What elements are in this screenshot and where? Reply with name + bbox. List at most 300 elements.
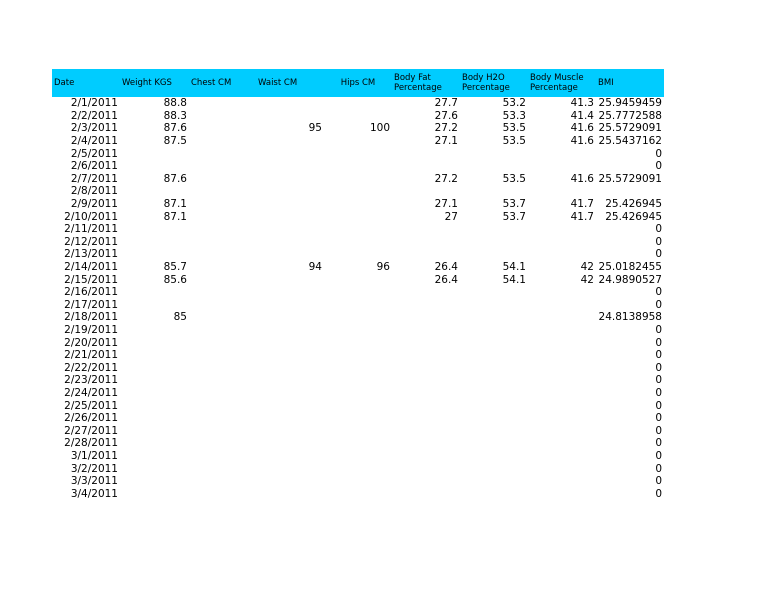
- cell-bmi: 0: [655, 487, 662, 500]
- cell-chest: [189, 311, 256, 324]
- cell-waist: 95: [308, 122, 322, 135]
- cell-bmi: 0: [655, 160, 662, 173]
- cell-bmi: 0: [655, 386, 662, 399]
- cell-body-muscle: 41.3: [570, 97, 594, 110]
- cell-chest: [189, 374, 256, 387]
- cell-chest: [189, 122, 256, 135]
- cell-date: 2/27/2011: [64, 424, 118, 437]
- cell-waist: [256, 223, 324, 236]
- cell-waist: [256, 160, 324, 173]
- cell-bmi: 24.9890527: [598, 273, 662, 286]
- cell-chest: [189, 286, 256, 299]
- cell-date: 2/15/2011: [64, 273, 118, 286]
- table-row: [52, 173, 664, 186]
- cell-weight: [120, 349, 189, 362]
- cell-chest: [189, 299, 256, 312]
- cell-date: 2/5/2011: [70, 147, 118, 160]
- cell-chest: [189, 437, 256, 450]
- cell-hips: [324, 210, 392, 223]
- cell-body-fat: [392, 185, 460, 198]
- cell-body-fat: [392, 399, 460, 412]
- cell-body-h2o: 54.1: [502, 261, 526, 274]
- cell-chest: [189, 185, 256, 198]
- cell-body-muscle: 41.4: [570, 109, 594, 122]
- cell-weight: [120, 185, 189, 198]
- cell-waist: [256, 110, 324, 123]
- cell-bmi: 25.0182455: [598, 261, 662, 274]
- cell-weight: [120, 286, 189, 299]
- cell-body-fat: [392, 286, 460, 299]
- cell-chest: [189, 135, 256, 148]
- cell-bmi: [596, 185, 664, 198]
- cell-weight: 87.5: [163, 135, 187, 148]
- cell-chest: [189, 424, 256, 437]
- cell-chest: [189, 110, 256, 123]
- cell-date: 2/6/2011: [70, 160, 118, 173]
- cell-bmi: 0: [655, 286, 662, 299]
- cell-hips: [324, 173, 392, 186]
- cell-date: 2/1/2011: [70, 97, 118, 110]
- cell-body-h2o: 53.2: [502, 97, 526, 110]
- cell-hips: [324, 286, 392, 299]
- cell-body-h2o: [460, 236, 528, 249]
- table-row: [52, 387, 664, 400]
- header-chest: Chest CM: [189, 69, 256, 97]
- table-row: [52, 374, 664, 387]
- cell-waist: [256, 475, 324, 488]
- cell-body-muscle: 41.6: [570, 135, 594, 148]
- cell-body-h2o: [460, 462, 528, 475]
- table-row: [52, 236, 664, 249]
- cell-body-muscle: [528, 236, 596, 249]
- cell-chest: [189, 97, 256, 110]
- cell-waist: [256, 387, 324, 400]
- cell-chest: [189, 147, 256, 160]
- cell-waist: [256, 97, 324, 110]
- header-body-fat: Body Fat Percentage: [392, 69, 460, 97]
- cell-chest: [189, 387, 256, 400]
- cell-body-fat: [392, 248, 460, 261]
- cell-body-h2o: 54.1: [502, 273, 526, 286]
- table-row: [52, 135, 664, 148]
- cell-waist: [256, 286, 324, 299]
- cell-body-h2o: [460, 424, 528, 437]
- cell-weight: [120, 223, 189, 236]
- table-row: [52, 450, 664, 463]
- cell-body-h2o: 53.3: [502, 109, 526, 122]
- cell-body-fat: [392, 424, 460, 437]
- cell-chest: [189, 324, 256, 337]
- cell-date: 2/24/2011: [64, 386, 118, 399]
- cell-hips: [324, 361, 392, 374]
- cell-hips: [324, 185, 392, 198]
- cell-hips: 100: [369, 122, 390, 135]
- cell-waist: [256, 299, 324, 312]
- table-row: [52, 336, 664, 349]
- cell-hips: [324, 324, 392, 337]
- cell-body-h2o: [460, 361, 528, 374]
- cell-waist: [256, 135, 324, 148]
- cell-bmi: 0: [655, 475, 662, 488]
- table-row: [52, 261, 664, 274]
- table-row: [52, 122, 664, 135]
- cell-chest: [189, 160, 256, 173]
- cell-bmi: 25.9459459: [598, 97, 662, 110]
- cell-hips: [324, 387, 392, 400]
- table-row: [52, 475, 664, 488]
- cell-body-muscle: [528, 286, 596, 299]
- cell-date: 2/11/2011: [64, 223, 118, 236]
- cell-hips: [324, 374, 392, 387]
- cell-waist: [256, 399, 324, 412]
- cell-weight: [120, 374, 189, 387]
- cell-chest: [189, 248, 256, 261]
- cell-body-fat: 27: [444, 210, 458, 223]
- cell-body-fat: 27.1: [434, 198, 458, 211]
- cell-date: 3/2/2011: [70, 462, 118, 475]
- cell-body-muscle: [528, 311, 596, 324]
- cell-weight: [120, 412, 189, 425]
- cell-body-h2o: [460, 412, 528, 425]
- cell-chest: [189, 450, 256, 463]
- cell-hips: [324, 248, 392, 261]
- cell-date: 2/13/2011: [64, 248, 118, 261]
- table-row: [52, 248, 664, 261]
- cell-body-muscle: 41.7: [570, 198, 594, 211]
- cell-body-fat: 26.4: [434, 273, 458, 286]
- cell-date: 3/1/2011: [70, 449, 118, 462]
- cell-bmi: 0: [655, 298, 662, 311]
- cell-body-fat: 27.7: [434, 97, 458, 110]
- cell-waist: [256, 311, 324, 324]
- cell-body-fat: 26.4: [434, 261, 458, 274]
- cell-weight: [120, 299, 189, 312]
- cell-hips: [324, 487, 392, 500]
- cell-hips: [324, 198, 392, 211]
- cell-hips: [324, 223, 392, 236]
- cell-body-h2o: [460, 450, 528, 463]
- cell-waist: [256, 374, 324, 387]
- cell-weight: [120, 336, 189, 349]
- cell-weight: [120, 399, 189, 412]
- cell-body-h2o: [460, 286, 528, 299]
- header-waist: Waist CM: [256, 69, 324, 97]
- cell-chest: [189, 475, 256, 488]
- cell-weight: 87.6: [163, 122, 187, 135]
- cell-hips: [324, 437, 392, 450]
- cell-waist: [256, 412, 324, 425]
- cell-date: 2/14/2011: [64, 261, 118, 274]
- cell-hips: [324, 160, 392, 173]
- cell-date: 2/7/2011: [70, 172, 118, 185]
- cell-body-fat: [392, 475, 460, 488]
- cell-body-muscle: 42: [580, 261, 594, 274]
- cell-body-h2o: [460, 336, 528, 349]
- cell-body-fat: [392, 412, 460, 425]
- cell-waist: 94: [308, 261, 322, 274]
- cell-hips: [324, 135, 392, 148]
- cell-weight: [120, 361, 189, 374]
- cell-waist: [256, 336, 324, 349]
- cell-body-h2o: 53.5: [502, 122, 526, 135]
- table-row: [52, 185, 664, 198]
- cell-body-fat: [392, 462, 460, 475]
- cell-waist: [256, 487, 324, 500]
- cell-hips: [324, 399, 392, 412]
- cell-body-h2o: [460, 324, 528, 337]
- cell-body-fat: 27.6: [434, 109, 458, 122]
- cell-body-fat: [392, 361, 460, 374]
- header-row: [52, 69, 664, 97]
- cell-chest: [189, 210, 256, 223]
- table-row: [52, 273, 664, 286]
- table-row: [52, 223, 664, 236]
- cell-weight: [120, 424, 189, 437]
- cell-body-h2o: [460, 475, 528, 488]
- cell-bmi: 0: [655, 437, 662, 450]
- cell-weight: [120, 462, 189, 475]
- cell-waist: [256, 349, 324, 362]
- cell-bmi: 0: [655, 412, 662, 425]
- cell-weight: [120, 450, 189, 463]
- cell-date: 2/17/2011: [64, 298, 118, 311]
- header-body-muscle: Body Muscle Percentage: [528, 69, 596, 97]
- table-row: [52, 462, 664, 475]
- cell-body-h2o: [460, 299, 528, 312]
- cell-bmi: 0: [655, 374, 662, 387]
- cell-body-muscle: [528, 248, 596, 261]
- cell-chest: [189, 361, 256, 374]
- table-row: [52, 299, 664, 312]
- cell-body-h2o: [460, 387, 528, 400]
- table-row: [52, 437, 664, 450]
- cell-chest: [189, 399, 256, 412]
- cell-bmi: 0: [655, 399, 662, 412]
- cell-body-h2o: 53.7: [502, 210, 526, 223]
- cell-chest: [189, 198, 256, 211]
- cell-date: 2/4/2011: [70, 135, 118, 148]
- cell-hips: [324, 110, 392, 123]
- cell-weight: 87.1: [163, 198, 187, 211]
- cell-waist: [256, 450, 324, 463]
- cell-body-muscle: [528, 349, 596, 362]
- cell-date: 2/9/2011: [70, 198, 118, 211]
- cell-body-fat: [392, 324, 460, 337]
- cell-body-h2o: [460, 248, 528, 261]
- cell-weight: [120, 387, 189, 400]
- table-row: [52, 361, 664, 374]
- cell-waist: [256, 173, 324, 186]
- cell-date: 2/19/2011: [64, 323, 118, 336]
- cell-date: 2/20/2011: [64, 336, 118, 349]
- cell-body-muscle: [528, 324, 596, 337]
- cell-hips: 96: [376, 261, 390, 274]
- cell-body-muscle: 41.7: [570, 210, 594, 223]
- cell-weight: 88.3: [163, 109, 187, 122]
- cell-weight: [120, 147, 189, 160]
- table-row: [52, 210, 664, 223]
- table-row: [52, 147, 664, 160]
- cell-hips: [324, 349, 392, 362]
- cell-body-muscle: [528, 462, 596, 475]
- cell-body-muscle: [528, 223, 596, 236]
- table-row: [52, 349, 664, 362]
- cell-body-muscle: 41.6: [570, 172, 594, 185]
- cell-body-h2o: [460, 223, 528, 236]
- cell-body-h2o: [460, 147, 528, 160]
- cell-hips: [324, 412, 392, 425]
- cell-body-muscle: [528, 450, 596, 463]
- table-row: [52, 412, 664, 425]
- cell-chest: [189, 173, 256, 186]
- cell-weight: 85.7: [163, 261, 187, 274]
- cell-body-h2o: [460, 374, 528, 387]
- cell-date: 2/10/2011: [64, 210, 118, 223]
- cell-weight: [120, 248, 189, 261]
- cell-waist: [256, 324, 324, 337]
- cell-date: 2/23/2011: [64, 374, 118, 387]
- cell-chest: [189, 336, 256, 349]
- cell-body-fat: 27.2: [434, 122, 458, 135]
- cell-body-fat: [392, 450, 460, 463]
- cell-body-muscle: [528, 399, 596, 412]
- cell-waist: [256, 273, 324, 286]
- cell-hips: [324, 336, 392, 349]
- cell-bmi: 0: [655, 235, 662, 248]
- cell-bmi: 0: [655, 223, 662, 236]
- cell-date: 2/2/2011: [70, 109, 118, 122]
- cell-date: 2/8/2011: [70, 185, 118, 198]
- cell-bmi: 0: [655, 462, 662, 475]
- cell-bmi: 25.426945: [605, 198, 662, 211]
- cell-bmi: 0: [655, 424, 662, 437]
- cell-waist: [256, 437, 324, 450]
- cell-chest: [189, 462, 256, 475]
- cell-date: 3/3/2011: [70, 475, 118, 488]
- cell-body-fat: [392, 299, 460, 312]
- cell-body-fat: [392, 160, 460, 173]
- cell-date: 2/12/2011: [64, 235, 118, 248]
- cell-body-h2o: 53.7: [502, 198, 526, 211]
- table-body: [52, 97, 664, 500]
- cell-weight: [120, 324, 189, 337]
- cell-date: 2/22/2011: [64, 361, 118, 374]
- cell-date: 2/16/2011: [64, 286, 118, 299]
- cell-body-muscle: 41.6: [570, 122, 594, 135]
- cell-body-h2o: [460, 311, 528, 324]
- cell-bmi: 0: [655, 336, 662, 349]
- cell-date: 2/18/2011: [64, 311, 118, 324]
- cell-body-muscle: [528, 299, 596, 312]
- cell-body-h2o: [460, 487, 528, 500]
- cell-waist: [256, 462, 324, 475]
- cell-waist: [256, 198, 324, 211]
- cell-bmi: 0: [655, 147, 662, 160]
- cell-date: 2/28/2011: [64, 437, 118, 450]
- header-body-h2o: Body H2O Percentage: [460, 69, 528, 97]
- cell-body-muscle: [528, 160, 596, 173]
- cell-chest: [189, 261, 256, 274]
- cell-weight: 88.8: [163, 97, 187, 110]
- cell-bmi: 25.5729091: [598, 172, 662, 185]
- table-row: [52, 97, 664, 110]
- cell-body-fat: [392, 336, 460, 349]
- cell-body-fat: [392, 223, 460, 236]
- table-row: [52, 311, 664, 324]
- cell-chest: [189, 273, 256, 286]
- cell-hips: [324, 299, 392, 312]
- cell-bmi: 0: [655, 361, 662, 374]
- cell-body-muscle: [528, 336, 596, 349]
- cell-bmi: 0: [655, 449, 662, 462]
- cell-body-muscle: [528, 412, 596, 425]
- cell-date: 3/4/2011: [70, 487, 118, 500]
- table-row: [52, 324, 664, 337]
- cell-weight: [120, 437, 189, 450]
- cell-body-muscle: [528, 147, 596, 160]
- cell-weight: [120, 236, 189, 249]
- table-row: [52, 286, 664, 299]
- cell-body-h2o: [460, 437, 528, 450]
- cell-waist: [256, 185, 324, 198]
- measurements-table: [52, 69, 664, 500]
- cell-weight: [120, 160, 189, 173]
- cell-chest: [189, 236, 256, 249]
- cell-hips: [324, 462, 392, 475]
- table-row: [52, 399, 664, 412]
- cell-body-h2o: [460, 185, 528, 198]
- cell-weight: 85.6: [163, 273, 187, 286]
- cell-hips: [324, 273, 392, 286]
- cell-chest: [189, 487, 256, 500]
- cell-hips: [324, 97, 392, 110]
- cell-chest: [189, 223, 256, 236]
- cell-date: 2/25/2011: [64, 399, 118, 412]
- cell-body-fat: [392, 147, 460, 160]
- table-row: [52, 110, 664, 123]
- cell-bmi: 24.8138958: [598, 311, 662, 324]
- cell-waist: [256, 147, 324, 160]
- cell-hips: [324, 311, 392, 324]
- cell-waist: [256, 248, 324, 261]
- cell-weight: 85: [173, 311, 187, 324]
- cell-body-h2o: [460, 160, 528, 173]
- cell-date: 2/21/2011: [64, 349, 118, 362]
- cell-body-muscle: 42: [580, 273, 594, 286]
- cell-bmi: 25.426945: [605, 210, 662, 223]
- cell-body-h2o: 53.5: [502, 172, 526, 185]
- cell-body-fat: [392, 374, 460, 387]
- cell-bmi: 25.7772588: [598, 109, 662, 122]
- table-row: [52, 198, 664, 211]
- cell-bmi: 0: [655, 248, 662, 261]
- cell-body-muscle: [528, 437, 596, 450]
- cell-hips: [324, 450, 392, 463]
- cell-bmi: 0: [655, 323, 662, 336]
- header-bmi: BMI: [596, 69, 664, 97]
- cell-body-fat: [392, 236, 460, 249]
- header-date: Date: [52, 69, 120, 97]
- cell-waist: [256, 424, 324, 437]
- cell-bmi: 25.5437162: [598, 135, 662, 148]
- cell-hips: [324, 475, 392, 488]
- cell-body-muscle: [528, 487, 596, 500]
- cell-body-fat: [392, 437, 460, 450]
- cell-body-muscle: [528, 424, 596, 437]
- cell-waist: [256, 361, 324, 374]
- cell-body-h2o: [460, 349, 528, 362]
- cell-body-fat: 27.1: [434, 135, 458, 148]
